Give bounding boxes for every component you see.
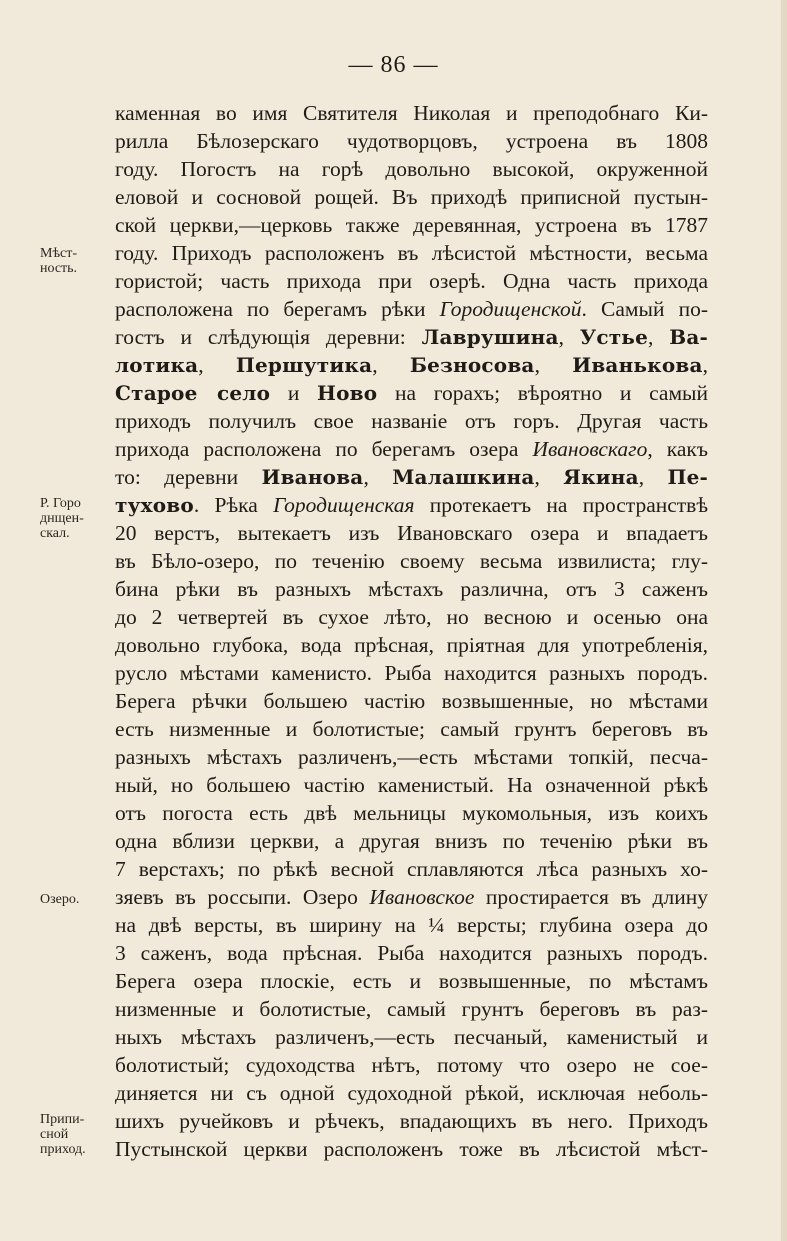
village-name: Ново <box>317 381 378 405</box>
text-line: низменные и болотистые, самый грунтъ береговъ въ раз- <box>115 997 708 1021</box>
village-name: Иванькова <box>572 353 703 377</box>
text-line: прихода расположена по берегамъ озера Ивановскаго, какъ <box>115 437 708 461</box>
text-line: рилла Бѣлозерскаго чудотворцовъ, устроена въ 1808 <box>115 129 708 153</box>
text-line: тухово. Рѣка Городищенская протекаетъ на пространствѣ <box>115 493 708 517</box>
text-line: ныхъ мѣстахъ различенъ,—есть песчаный, каменистый и <box>115 1025 708 1049</box>
text-line: болотистый; судоходства нѣтъ, потому что озеро не сое- <box>115 1053 708 1077</box>
text-line: русло мѣстами каменисто. Рыба находится разныхъ породъ. <box>115 661 708 685</box>
text-line: 20 верстъ, вытекаетъ изъ Ивановскаго озера и впадаетъ <box>115 521 708 545</box>
text-line: Берега озера плоскіе, есть и возвышенные, по мѣстамъ <box>115 969 708 993</box>
text-line: приходъ получилъ свое названіе отъ горъ. Другая часть <box>115 409 708 433</box>
text-line: довольно глубока, вода прѣсная, пріятная для употребленія, <box>115 633 708 657</box>
text-line: Пустынской церкви расположенъ тоже въ лѣсистой мѣст- <box>115 1137 708 1161</box>
village-name: Иванова <box>261 465 364 489</box>
village-name: Устье <box>579 325 648 349</box>
text-line: до 2 четвертей въ сухое лѣто, но весною и осенью она <box>115 605 708 629</box>
village-name: Першутика <box>235 353 373 377</box>
text-line: Старое село и Ново на горахъ; вѣроятно и самый <box>115 381 708 405</box>
lake-name: Ивановскаго <box>532 437 648 461</box>
margin-note-lake: Озеро. <box>40 892 80 907</box>
text-line: одна вблизи церкви, а другая внизъ по теченію рѣки въ <box>115 829 708 853</box>
text-line: ный, но большею частію каменистый. На означенной рѣкѣ <box>115 773 708 797</box>
river-name: Городищенская <box>273 493 415 517</box>
text-line: разныхъ мѣстахъ различенъ,—есть мѣстами топкій, песча- <box>115 745 708 769</box>
village-name: тухово <box>115 493 194 517</box>
text-line: зяевъ въ россыпи. Озеро Ивановское простирается въ длину <box>115 885 708 909</box>
margin-note-river: Р. Горо днщен- скал. <box>40 496 84 541</box>
text-line: отъ погоста есть двѣ мельницы мукомольныя, изъ коихъ <box>115 801 708 825</box>
text-line: году. Погостъ на горѣ довольно высокой, окруженной <box>115 157 708 181</box>
village-name: Безносова <box>409 353 535 377</box>
text-line: лотика, Першутика, Безносова, Иванькова, <box>115 353 708 377</box>
text-line: ской церкви,—церковь также деревянная, устроена въ 1787 <box>115 213 708 237</box>
text-line: бина рѣки въ разныхъ мѣстахъ различна, отъ 3 саженъ <box>115 577 708 601</box>
page-number: — 86 — <box>348 52 439 78</box>
text-line: году. Приходъ расположенъ въ лѣсистой мѣстности, весьма <box>115 241 708 265</box>
village-name: лотика <box>115 353 199 377</box>
text-line: на двѣ версты, въ ширину на ¼ версты; глубина озера до <box>115 913 708 937</box>
village-name: Ва- <box>669 325 708 349</box>
page-edge <box>781 0 787 1241</box>
text-line: то: деревни Иванова, Малашкина, Якина, Пе- <box>115 465 708 489</box>
text-line: 3 саженъ, вода прѣсная. Рыба находится разныхъ породъ. <box>115 941 708 965</box>
text-line: диняется ни съ одной судоходной рѣкой, исключая неболь- <box>115 1081 708 1105</box>
village-name: Малашкина <box>392 465 535 489</box>
text-line: Берега рѣчки большею частію возвышенные, но мѣстами <box>115 689 708 713</box>
river-name: Городищенской <box>439 297 582 321</box>
margin-note-mestnost: Мѣст- ность. <box>40 246 78 276</box>
text-line: въ Бѣло-озеро, по теченію своему весьма извилиста; глу- <box>115 549 708 573</box>
lake-name: Ивановское <box>369 885 475 909</box>
text-line: каменная во имя Святителя Николая и преподобнаго Ки- <box>115 101 708 125</box>
margin-note-pripisnoy: Припи- сной приход. <box>40 1112 86 1157</box>
text-line: шихъ ручейковъ и рѣчекъ, впадающихъ въ него. Приходъ <box>115 1109 708 1133</box>
text-line: гостъ и слѣдующія деревни: Лаврушина, Устье, Ва- <box>115 325 708 349</box>
text-line: 7 верстахъ; по рѣкѣ весной сплавляются лѣса разныхъ хо- <box>115 857 708 881</box>
text-line: гористой; часть прихода при озерѣ. Одна часть прихода <box>115 269 708 293</box>
text-line: расположена по берегамъ рѣки Городищенской. Самый по- <box>115 297 708 321</box>
text-line: еловой и сосновой рощей. Въ приходѣ приписной пустын- <box>115 185 708 209</box>
village-name: Якина <box>563 465 639 489</box>
village-name: Старое село <box>115 381 271 405</box>
village-name: Лаврушина <box>421 325 559 349</box>
text-line: есть низменные и болотистые; самый грунтъ береговъ въ <box>115 717 708 741</box>
village-name: Пе- <box>667 465 708 489</box>
